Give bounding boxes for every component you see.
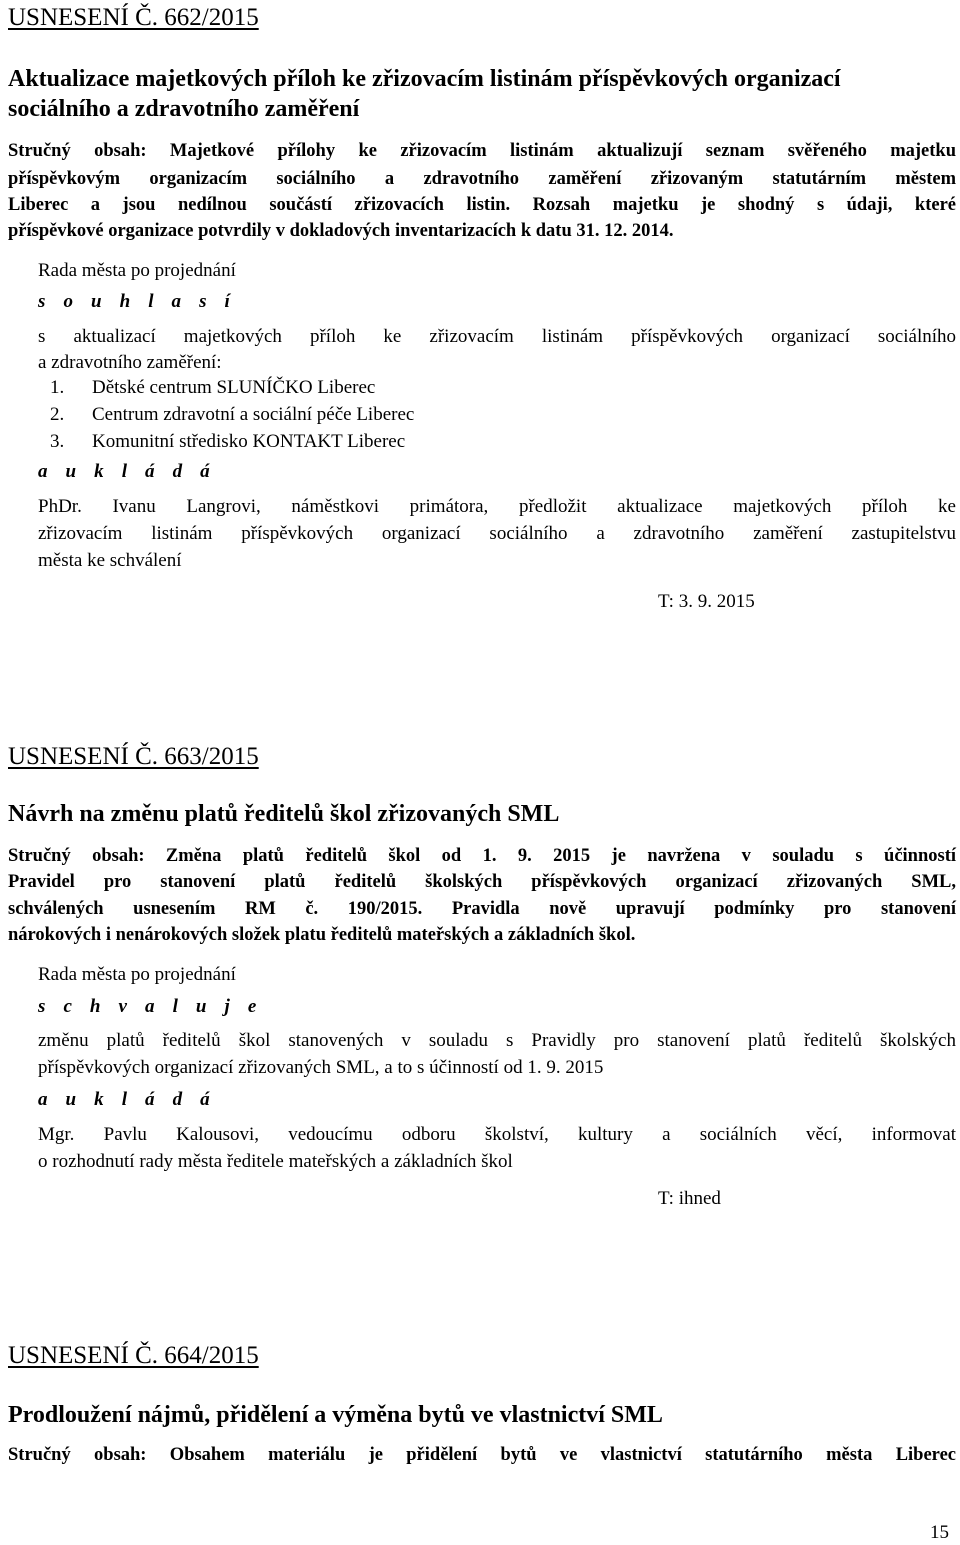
list-item-number: 1. (50, 377, 65, 398)
resolution-662-text-line-1: s aktualizací majetkových příloh ke zřizovacím listinám příspěvkových organizací sociálního (38, 326, 956, 347)
resolution-663-summary-line-2: Pravidel pro stanovení platů ředitelů školských příspěvkových organizací zřizovaných SML, (8, 872, 956, 892)
resolution-662-verb-approves: s o u h l a s í (38, 291, 237, 312)
resolution-662-title-line-2: sociálního a zdravotního zaměření (8, 96, 360, 122)
resolution-663-heading: USNESENÍ Č. 663/2015 (8, 743, 259, 770)
resolution-663-summary-line-4: nárokových i nenárokových složek platu ředitelů mateřských a základních škol. (8, 925, 636, 945)
resolution-662-verb-instructs: a u k l á d á (38, 461, 217, 482)
resolution-663-task-line-1: Mgr. Pavlu Kalousovi, vedoucímu odboru školství, kultury a sociálních věcí, informovat (38, 1124, 956, 1145)
resolution-663-title: Návrh na změnu platů ředitelů škol zřizovaných SML (8, 801, 560, 827)
resolution-663-verb-approves: s c h v a l u j e (38, 996, 263, 1017)
resolution-664-title: Prodloužení nájmů, přidělení a výměna bytů ve vlastnictví SML (8, 1402, 663, 1428)
resolution-663-council-phrase: Rada města po projednání (38, 964, 236, 985)
list-item-text: Komunitní středisko KONTAKT Liberec (92, 431, 406, 452)
resolution-662-heading: USNESENÍ Č. 662/2015 (8, 4, 259, 31)
page-number: 15 (930, 1522, 949, 1543)
resolution-663-verb-instructs: a u k l á d á (38, 1089, 217, 1110)
resolution-663-summary-line-3: schválených usnesením RM č. 190/2015. Pravidla nově upravují podmínky pro stanovení (8, 899, 956, 919)
list-item-text: Dětské centrum SLUNÍČKO Liberec (92, 377, 376, 398)
resolution-662-summary-line-3: Liberec a jsou nedílnou součástí zřizovacích listin. Rozsah majetku je shodný s údaji, které (8, 195, 956, 215)
resolution-662-title-line-1: Aktualizace majetkových příloh ke zřizovacím listinám příspěvkových organizací (8, 66, 841, 92)
resolution-662-summary-line-1: Stručný obsah: Majetkové přílohy ke zřizovacím listinám aktualizují seznam svěřeného majetku (8, 141, 956, 161)
resolution-662-task-line-3: města ke schválení (38, 550, 182, 571)
resolution-662-summary-line-2: příspěvkovým organizacím sociálního a zdravotního zaměření zřizovaným statutárním městem (8, 169, 956, 189)
resolution-662-task-line-1: PhDr. Ivanu Langrovi, náměstkovi primátora, předložit aktualizace majetkových příloh ke (38, 496, 956, 517)
resolution-662-summary-line-4: příspěvkové organizace potvrdily v dokladových inventarizacích k datu 31. 12. 2014. (8, 221, 674, 241)
list-item-number: 2. (50, 404, 65, 425)
resolution-664-summary-line-1: Stručný obsah: Obsahem materiálu je přidělení bytů ve vlastnictví statutárního města Liberec (8, 1445, 956, 1465)
resolution-663-deadline: T: ihned (658, 1188, 721, 1209)
resolution-663-text-line-2: příspěvkových organizací zřizovaných SML, a to s účinností od 1. 9. 2015 (38, 1057, 604, 1078)
resolution-664-heading: USNESENÍ Č. 664/2015 (8, 1342, 259, 1369)
list-item-number: 3. (50, 431, 65, 452)
list-item-text: Centrum zdravotní a sociální péče Liberec (92, 404, 415, 425)
resolution-662-council-phrase: Rada města po projednání (38, 260, 236, 281)
resolution-662-deadline: T: 3. 9. 2015 (658, 591, 755, 612)
resolution-663-task-line-2: o rozhodnutí rady města ředitele mateřských a základních škol (38, 1151, 513, 1172)
resolution-662-task-line-2: zřizovacím listinám příspěvkových organizací sociálního a zdravotního zaměření zastupitelstvu (38, 523, 956, 544)
resolution-663-summary-line-1: Stručný obsah: Změna platů ředitelů škol od 1. 9. 2015 je navržena v souladu s účinností (8, 846, 956, 866)
resolution-663-text-line-1: změnu platů ředitelů škol stanovených v souladu s Pravidly pro stanovení platů ředitelů školských (38, 1030, 956, 1051)
resolution-662-text-line-2: a zdravotního zaměření: (38, 352, 222, 373)
